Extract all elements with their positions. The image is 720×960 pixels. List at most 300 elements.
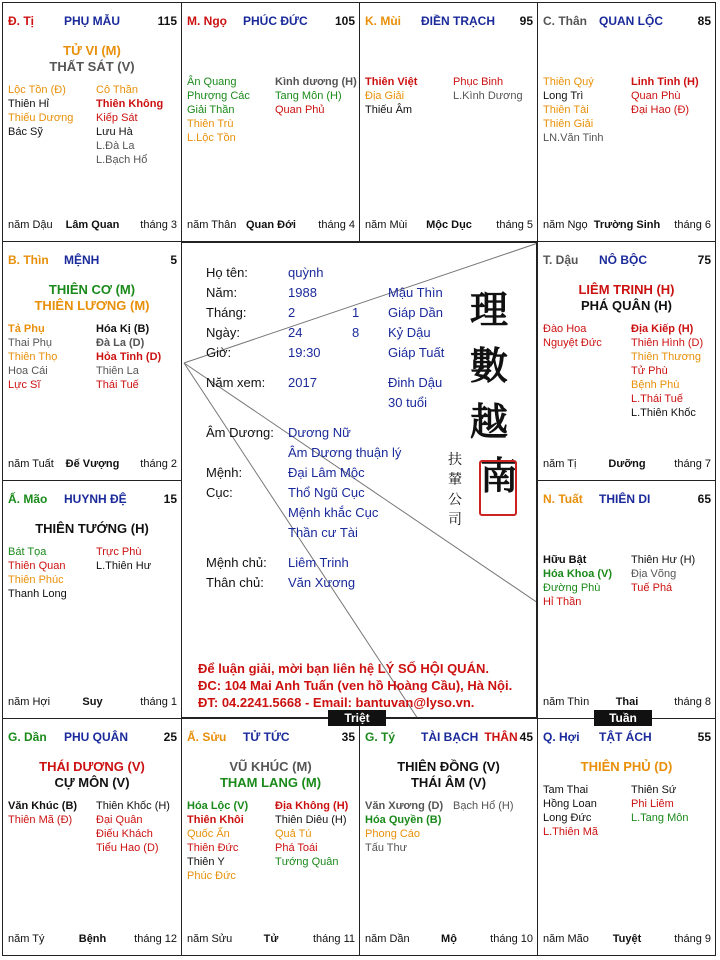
stage-label: Lâm Quan xyxy=(65,219,120,231)
star-item: L.Thiên Khốc xyxy=(631,407,696,419)
palace-footer xyxy=(187,933,355,947)
right-stars xyxy=(96,83,163,167)
palace-number-value: 85 xyxy=(697,14,711,28)
star-item: Tả Phụ xyxy=(8,323,45,335)
star-item: Hóa Quyền (B) xyxy=(365,814,442,826)
star-item: Quốc Ấn xyxy=(187,828,230,840)
star-item: Tướng Quân xyxy=(275,856,339,868)
right-stars xyxy=(275,75,357,117)
menh-chu-value: Liêm Trinh xyxy=(288,555,349,570)
star-item: Bạch Hổ (H) xyxy=(453,800,514,812)
month-label: tháng 7 xyxy=(674,458,711,470)
star-item: Thai Phụ xyxy=(8,337,53,349)
star-item: Thiên Giải xyxy=(543,118,594,130)
main-star: THÁI ÂM (V) xyxy=(410,775,487,790)
main-star: LIÊM TRINH (H) xyxy=(578,282,675,297)
star-item: Phi Liêm xyxy=(631,798,674,810)
month-label: tháng 11 xyxy=(312,933,355,945)
palace-header xyxy=(543,730,711,746)
right-stars xyxy=(631,783,688,825)
star-item: Văn Xương (D) xyxy=(365,800,444,812)
company-char-4: 司 xyxy=(448,512,462,528)
month-label: tháng 12 xyxy=(134,933,177,945)
month-label: tháng 9 xyxy=(674,933,711,945)
right-stars xyxy=(96,545,151,573)
ho-ten-label: Họ tên: xyxy=(206,265,248,280)
ngay-label: Ngày: xyxy=(206,325,240,340)
left-stars xyxy=(543,783,598,839)
left-stars xyxy=(8,83,73,139)
palace-name: TÀI BẠCH xyxy=(421,730,479,744)
palace-mui xyxy=(359,2,538,242)
ngay-am: 8 xyxy=(352,325,360,340)
palace-ti xyxy=(2,2,182,242)
gio-label: Giờ: xyxy=(206,345,232,360)
year-label: năm Mùi xyxy=(365,219,408,231)
palace-name: QUAN LỘC xyxy=(599,14,663,28)
palace-header xyxy=(8,253,177,269)
tuoi-value: 30 tuổi xyxy=(388,395,428,410)
main-star: THIÊN TƯỚNG (H) xyxy=(35,521,149,536)
star-item: Thiên Khôi xyxy=(187,814,244,826)
star-item: Thiên Không xyxy=(96,98,164,110)
year-label: năm Tuất xyxy=(8,458,54,470)
star-item: Phục Binh xyxy=(453,76,504,88)
branch-label: G. Dần xyxy=(8,730,47,744)
branch-label: Q. Hợi xyxy=(543,730,580,744)
contact-line-2: ĐC: 104 Mai Anh Tuấn (ven hồ Hoàng Cầu), Hà Nội. xyxy=(198,678,513,693)
right-stars xyxy=(453,75,523,103)
palace-thin xyxy=(2,241,182,481)
branch-label: Ấ. Sửu xyxy=(187,730,227,744)
palace-footer xyxy=(187,219,355,233)
left-stars xyxy=(543,322,602,350)
ngay-duong: 24 xyxy=(288,325,303,340)
star-item: Thiếu Âm xyxy=(365,104,413,116)
branch-label: Ấ. Mão xyxy=(8,492,48,506)
contact-line-3: ĐT: 04.2241.5668 - Email: bantuvan@lyso.vn. xyxy=(198,695,475,710)
palace-number-value: 75 xyxy=(697,253,711,267)
left-stars xyxy=(8,545,67,601)
nam-xem-label: Năm xem: xyxy=(206,375,266,390)
main-star: TỬ VI (M) xyxy=(63,43,121,58)
star-item: Bác Sỹ xyxy=(8,126,43,138)
palace-name: HUYNH ĐỆ xyxy=(64,492,127,506)
palace-name: PHÚC ĐỨC xyxy=(243,14,308,28)
branch-label: T. Dậu xyxy=(543,253,579,267)
year-label: năm Mão xyxy=(543,933,589,945)
left-stars xyxy=(187,75,250,145)
nam-xem-value: 2017 xyxy=(288,375,317,390)
right-stars xyxy=(275,799,348,869)
star-item: L.Bạch Hổ xyxy=(96,154,148,166)
palace-name: THIÊN DI xyxy=(599,492,651,506)
star-item: Thiên Mã (Đ) xyxy=(8,814,73,826)
palace-number xyxy=(698,14,711,28)
main-stars xyxy=(3,282,181,314)
palace-number-value: 65 xyxy=(697,492,711,506)
star-item: Phong Cáo xyxy=(365,828,421,840)
star-item: Hóa Lộc (V) xyxy=(187,800,249,812)
year-label: năm Hợi xyxy=(8,696,51,708)
palace-footer xyxy=(365,933,533,947)
main-star: THIÊN ĐỒNG (V) xyxy=(397,759,500,774)
star-item: Quả Tú xyxy=(275,828,312,840)
palace-number xyxy=(520,14,533,28)
main-star: THÁI DƯƠNG (V) xyxy=(39,759,145,774)
am-duong-label: Âm Dương: xyxy=(206,425,274,440)
gio-value: 19:30 xyxy=(288,345,321,360)
star-item: Thiên Thọ xyxy=(8,351,58,363)
palace-ty xyxy=(359,718,538,956)
star-item: Thanh Long xyxy=(8,588,67,600)
star-item: Long Đức xyxy=(543,812,592,824)
menh-value: Đại Lâm Mộc xyxy=(288,465,365,480)
star-item: Địa Võng xyxy=(631,568,677,580)
month-label: tháng 5 xyxy=(496,219,533,231)
year-label: năm Sửu xyxy=(187,933,233,945)
main-star: VŨ KHÚC (M) xyxy=(229,759,312,774)
palace-number-value: 35 xyxy=(341,730,355,744)
left-stars xyxy=(8,322,57,392)
star-item: Tang Môn (H) xyxy=(275,90,342,102)
palace-name: TẬT ÁCH xyxy=(599,730,652,744)
year-label: năm Dần xyxy=(365,933,410,945)
main-star: PHÁ QUÂN (H) xyxy=(581,298,672,313)
star-item: Thiên La xyxy=(96,365,139,377)
palace-header xyxy=(543,492,711,508)
stage-label: Dưỡng xyxy=(608,458,646,470)
star-item: Đào Hoa xyxy=(543,323,587,335)
star-item: Giải Thần xyxy=(187,104,235,116)
month-label: tháng 2 xyxy=(140,458,177,470)
stage-label: Suy xyxy=(82,696,103,708)
palace-ngo xyxy=(181,2,360,242)
palace-header xyxy=(187,14,355,30)
ho-ten-value: quỳnh xyxy=(288,265,324,280)
contact-line-1: Để luận giải, mời bạn liên hệ LÝ SỐ HỘI QUÁN. xyxy=(198,661,489,676)
palace-number xyxy=(170,253,177,267)
star-item: Thiên Hình (D) xyxy=(631,337,704,349)
star-item: Hữu Bật xyxy=(543,554,587,566)
star-item: Kình dương (H) xyxy=(275,76,357,88)
star-item: Thiên Hư (H) xyxy=(631,554,696,566)
star-item: Bát Tọa xyxy=(8,546,47,558)
star-item: L.Đà La xyxy=(96,140,135,152)
left-stars xyxy=(365,75,417,117)
branch-label: G. Tý xyxy=(365,730,396,744)
star-item: Thiên Đức xyxy=(187,842,239,854)
main-star: CỰ MÔN (V) xyxy=(54,775,130,790)
palace-number-value: 55 xyxy=(697,730,711,744)
am-duong-value: Dương Nữ xyxy=(288,425,351,440)
company-char-2: 輦 xyxy=(448,472,462,488)
main-stars xyxy=(3,43,181,75)
star-item: Trực Phù xyxy=(96,546,142,558)
main-star: THIÊN CƠ (M) xyxy=(48,282,136,297)
calligraphy-char-3: 越 xyxy=(470,399,509,444)
year-label: năm Thìn xyxy=(543,696,590,708)
palace-footer xyxy=(8,458,177,472)
palace-hoi xyxy=(537,718,716,956)
right-stars xyxy=(96,799,170,855)
month-label: tháng 8 xyxy=(674,696,711,708)
star-item: Thiên Diêu (H) xyxy=(275,814,347,826)
star-item: Văn Khúc (B) xyxy=(8,800,78,812)
star-item: Đại Hao (Đ) xyxy=(631,104,690,116)
stage-label: Tử xyxy=(263,933,279,945)
thang-am: 1 xyxy=(352,305,360,320)
stage-label: Trường Sinh xyxy=(593,219,661,231)
main-stars xyxy=(3,759,181,791)
star-item: Thiên Khốc (H) xyxy=(96,800,170,812)
thang-label: Tháng: xyxy=(206,305,247,320)
star-item: Lộc Tồn (Đ) xyxy=(8,84,66,96)
star-item: Địa Kiếp (H) xyxy=(631,323,694,335)
calligraphy-char-2: 數 xyxy=(470,343,509,388)
star-item: Địa Không (H) xyxy=(275,800,349,812)
palace-number xyxy=(698,730,711,744)
star-item: L.Thiên Hư xyxy=(96,560,152,572)
than-chu-label: Thân chủ: xyxy=(206,575,264,590)
triet-badge: Triệt xyxy=(328,710,386,726)
palace-number-value: 45 xyxy=(519,730,533,744)
menh-chu-label: Mệnh chủ: xyxy=(206,555,267,570)
palace-number-value: 25 xyxy=(163,730,177,744)
month-label: tháng 3 xyxy=(140,219,177,231)
star-item: Kiếp Sát xyxy=(96,112,138,124)
palace-number xyxy=(342,730,355,744)
thang-duong: 2 xyxy=(288,305,296,320)
star-item: Thiên Thương xyxy=(631,351,702,363)
star-item: Lực Sĩ xyxy=(8,379,41,391)
star-item: L.Thiên Mã xyxy=(543,826,599,838)
palace-name: NÔ BỘC xyxy=(599,253,647,267)
nam-label: Năm: xyxy=(206,285,238,300)
star-item: Thái Tuế xyxy=(96,379,139,391)
left-stars xyxy=(8,799,77,827)
star-item: Thiên Y xyxy=(187,856,225,868)
star-item: Điếu Khách xyxy=(96,828,153,840)
star-item: Long Trì xyxy=(543,90,584,102)
star-item: L.Lộc Tồn xyxy=(187,132,236,144)
calligraphy-char-4: 南 xyxy=(480,453,519,498)
star-item: Tử Phù xyxy=(631,365,668,377)
left-stars xyxy=(365,799,443,855)
palace-header xyxy=(365,14,533,30)
palace-footer xyxy=(543,219,711,233)
palace-header xyxy=(8,492,177,508)
menh-label: Mệnh: xyxy=(206,465,243,480)
star-item: Phá Toái xyxy=(275,842,318,854)
month-label: tháng 10 xyxy=(490,933,533,945)
than-marker: THÂN xyxy=(484,730,518,744)
star-item: L.Kình Dương xyxy=(453,90,523,102)
star-item: LN.Văn Tinh xyxy=(543,132,604,144)
palace-than xyxy=(537,2,716,242)
right-stars xyxy=(453,799,514,813)
main-stars xyxy=(538,759,715,775)
star-item: Lưu Hà xyxy=(96,126,133,138)
main-stars xyxy=(360,759,537,791)
palace-header xyxy=(543,14,711,30)
star-item: Linh Tinh (H) xyxy=(631,76,699,88)
cuc-relation: Mệnh khắc Cục xyxy=(288,505,379,520)
palace-name: MỆNH xyxy=(64,253,100,267)
right-stars xyxy=(631,553,695,595)
palace-number xyxy=(698,253,711,267)
palace-number xyxy=(484,730,533,744)
stage-label: Quan Đới xyxy=(246,219,296,231)
palace-footer xyxy=(8,696,177,710)
branch-label: M. Ngọ xyxy=(187,14,227,28)
palace-header xyxy=(8,14,177,30)
star-item: Thiên Trù xyxy=(187,118,234,130)
palace-dau xyxy=(537,241,716,481)
main-stars xyxy=(538,282,715,314)
than-chu-value: Văn Xương xyxy=(288,575,356,590)
star-item: Tam Thai xyxy=(543,784,589,796)
nam-can-chi: Mậu Thìn xyxy=(388,285,443,300)
branch-label: B. Thìn xyxy=(8,253,49,267)
main-stars xyxy=(3,521,181,537)
palace-number-value: 5 xyxy=(170,253,177,267)
palace-footer xyxy=(543,933,711,947)
star-item: Địa Giải xyxy=(365,90,405,102)
star-item: Tấu Thư xyxy=(365,842,408,854)
palace-number xyxy=(335,14,355,28)
main-star: THẤT SÁT (V) xyxy=(49,59,135,74)
red-seal-stamp-icon xyxy=(479,460,517,516)
palace-header xyxy=(365,730,533,746)
cuc-value: Thổ Ngũ Cục xyxy=(288,485,365,500)
star-item: Thiên Phúc xyxy=(8,574,64,586)
star-item: Hỉ Thần xyxy=(543,596,582,608)
palace-number-value: 115 xyxy=(157,14,177,28)
star-item: Hỏa Tinh (D) xyxy=(96,351,162,363)
branch-label: C. Thân xyxy=(543,14,587,28)
star-item: Ân Quang xyxy=(187,76,237,88)
star-item: Hóa Khoa (V) xyxy=(543,568,613,580)
branch-label: K. Mùi xyxy=(365,14,401,28)
palace-name: TỬ TỨC xyxy=(243,730,290,744)
stage-label: Mộc Dục xyxy=(426,219,472,231)
palace-number xyxy=(164,492,177,506)
star-item: Cô Thần xyxy=(96,84,138,96)
star-item: Thiên Quý xyxy=(543,76,594,88)
palace-number xyxy=(698,492,711,506)
star-item: Quan Phủ xyxy=(275,104,325,116)
star-item: Đà La (D) xyxy=(96,337,145,349)
palace-number-value: 95 xyxy=(519,14,533,28)
palace-name: ĐIỀN TRẠCH xyxy=(421,14,495,28)
palace-number xyxy=(158,14,177,28)
month-label: tháng 6 xyxy=(674,219,711,231)
year-label: năm Ngọ xyxy=(543,219,588,231)
palace-number-value: 105 xyxy=(334,14,355,28)
left-stars xyxy=(543,75,604,145)
star-item: Hồng Loan xyxy=(543,798,597,810)
star-item: L.Tang Môn xyxy=(631,812,689,824)
palace-footer xyxy=(8,933,177,947)
star-item: Quan Phù xyxy=(631,90,681,102)
palace-suu xyxy=(181,718,360,956)
palace-number xyxy=(164,730,177,744)
main-stars xyxy=(182,759,359,791)
palace-header xyxy=(543,253,711,269)
palace-header xyxy=(8,730,177,746)
left-stars xyxy=(543,553,612,609)
palace-header xyxy=(187,730,355,746)
star-item: Hoa Cái xyxy=(8,365,48,377)
main-star: THAM LANG (M) xyxy=(219,775,322,790)
palace-mao xyxy=(2,480,182,719)
branch-label: N. Tuất xyxy=(543,492,583,506)
star-item: Đại Quân xyxy=(96,814,143,826)
stage-label: Tuyệt xyxy=(612,933,642,945)
company-char-1: 扶 xyxy=(448,452,462,468)
left-stars xyxy=(187,799,248,883)
palace-name: PHU QUÂN xyxy=(64,730,129,744)
star-item: Thiên Sứ xyxy=(631,784,677,796)
star-item: Nguyệt Đức xyxy=(543,337,602,349)
palace-dan xyxy=(2,718,182,956)
year-label: năm Tị xyxy=(543,458,577,470)
right-stars xyxy=(631,75,699,117)
right-stars xyxy=(96,322,161,392)
year-label: năm Thân xyxy=(187,219,237,231)
tu-vi-chart xyxy=(2,2,716,956)
month-label: tháng 4 xyxy=(318,219,355,231)
month-label: tháng 1 xyxy=(140,696,177,708)
star-item: Thiên Quan xyxy=(8,560,66,572)
palace-footer xyxy=(543,696,711,710)
star-item: L.Thái Tuế xyxy=(631,393,683,405)
cuc-label: Cục: xyxy=(206,485,233,500)
branch-label: Đ. Tị xyxy=(8,14,34,28)
thang-can-chi: Giáp Dần xyxy=(388,305,443,320)
palace-name: PHỤ MẪU xyxy=(64,14,120,28)
am-duong-note: Âm Dương thuận lý xyxy=(288,445,402,460)
main-star: THIÊN PHỦ (D) xyxy=(580,759,673,774)
calligraphy-char-1: 理 xyxy=(470,287,509,332)
star-item: Thiên Tài xyxy=(543,104,589,116)
star-item: Hóa Kị (B) xyxy=(96,323,150,335)
star-item: Thiên Việt xyxy=(365,76,418,88)
gio-can-chi: Giáp Tuất xyxy=(388,345,445,360)
star-item: Bệnh Phù xyxy=(631,379,680,391)
stage-label: Đế Vượng xyxy=(65,458,120,470)
star-item: Phúc Đức xyxy=(187,870,236,882)
stage-label: Mộ xyxy=(441,933,457,945)
palace-footer xyxy=(365,219,533,233)
star-item: Thiếu Dương xyxy=(8,112,74,124)
company-char-3: 公 xyxy=(448,492,462,508)
year-label: năm Dậu xyxy=(8,219,53,231)
palace-number-value: 15 xyxy=(163,492,177,506)
stage-label: Thai xyxy=(615,696,639,708)
right-stars xyxy=(631,322,703,420)
nam-value: 1988 xyxy=(288,285,317,300)
stage-label: Bệnh xyxy=(78,933,107,945)
star-item: Phượng Các xyxy=(187,90,250,102)
year-label: năm Tý xyxy=(8,933,45,945)
ngay-can-chi: Kỷ Dậu xyxy=(388,325,431,340)
palace-footer xyxy=(8,219,177,233)
main-star: THIÊN LƯƠNG (M) xyxy=(34,298,150,313)
star-item: Tuế Phá xyxy=(631,582,673,594)
tuan-badge: Tuần xyxy=(594,710,652,726)
